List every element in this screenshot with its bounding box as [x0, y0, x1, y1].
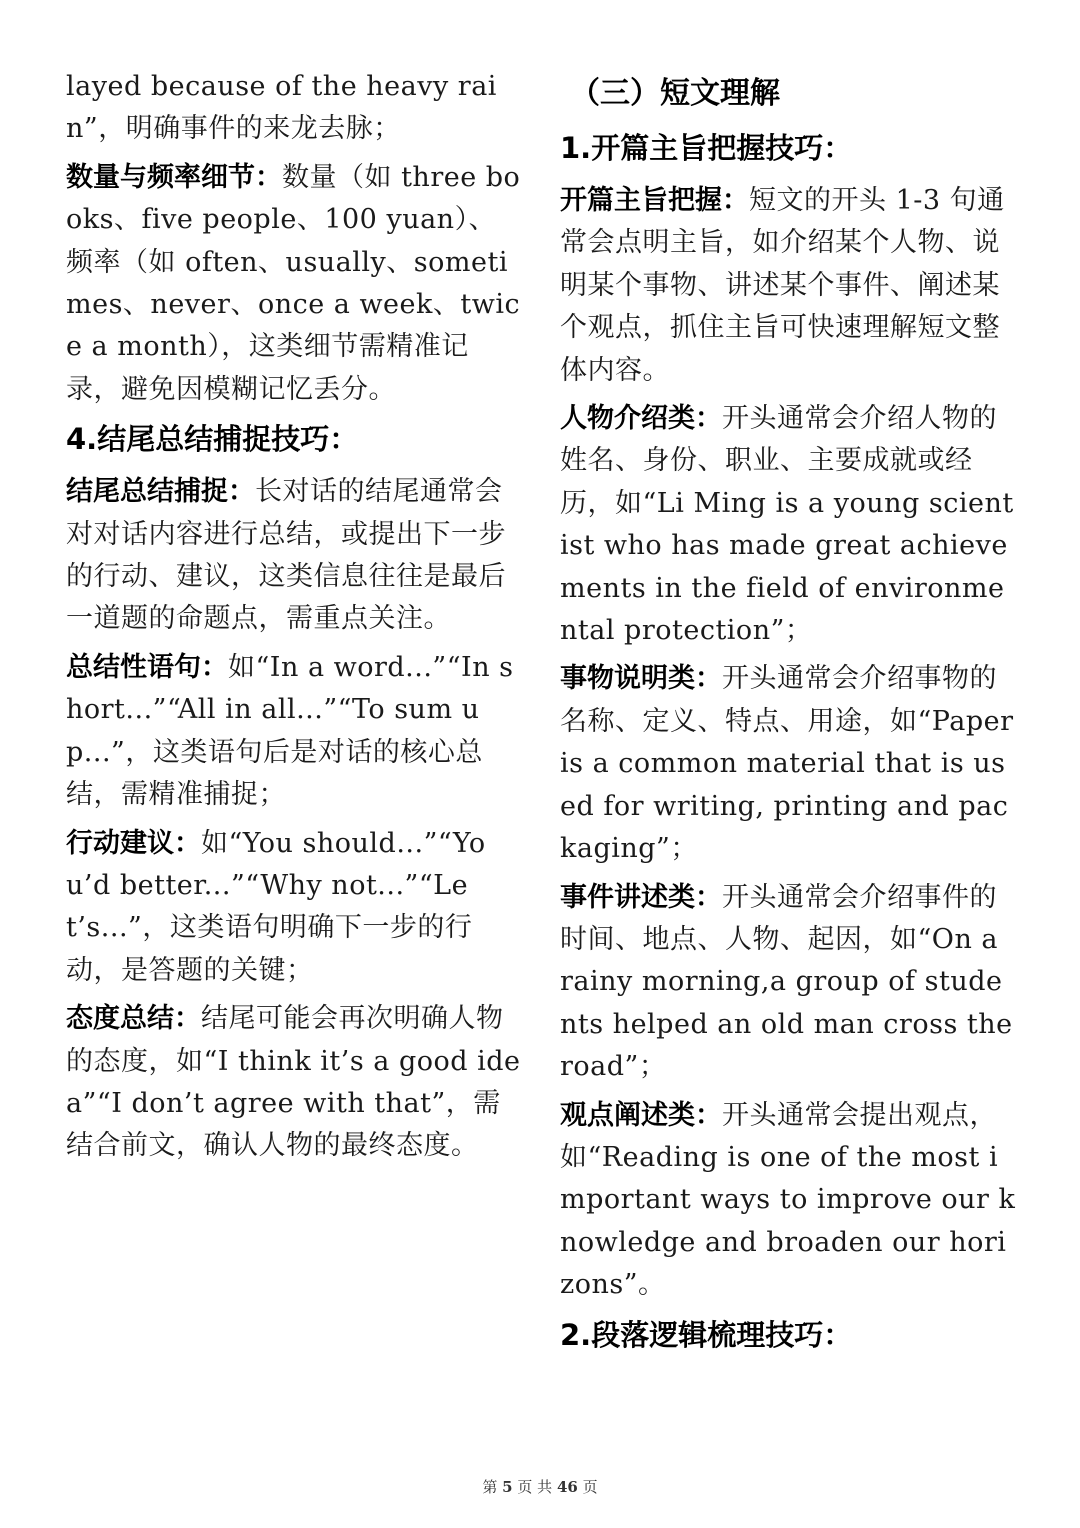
left-column: [66, 66, 522, 1174]
paragraph-lead: 事物说明类：: [560, 663, 722, 695]
paragraph-lead: 数量与频率细节：: [66, 161, 282, 193]
paragraph-thing-explanation: [560, 658, 1016, 870]
paragraph-lead: 开篇主旨把握：: [560, 185, 749, 216]
paragraph-text: 如“In a word...”“In short...”“All in all...”“To sum up...”，这类语句后是对话的核心总结，需精准捕捉；: [66, 651, 514, 811]
paragraph-quantity-frequency: [66, 157, 522, 411]
footer-total-pages: 46: [556, 1478, 578, 1496]
paragraph-text: 开头通常会介绍事物的名称、定义、特点、用途，如“Paper is a common material that is used for writing, printing and packaging”；: [560, 663, 1014, 865]
paragraph-ending-summary: [66, 471, 522, 641]
footer-suffix: 页: [582, 1478, 598, 1496]
heading-opening-theme-skill: 1.开篇主旨把握技巧：: [560, 131, 853, 165]
paragraph-summary-sentences: [66, 647, 522, 817]
paragraph-text: 如“You should...”“You’d better...”“Why not...”“Let’s...”，这类语句明确下一步的行动，是答题的关键；: [66, 827, 486, 986]
paragraph-text: 短文的开头 1-3 句通常会点明主旨，如介绍某个人物、说明某个事物、讲述某个事件、阐述某个观点，抓住主旨可快速理解短文整体内容。: [560, 185, 1005, 386]
section-heading-passage-comprehension: （三）短文理解: [570, 76, 780, 111]
paragraph-text: 数量（如 three books、five people、100 yuan）、频率（如 often、usually、sometimes、never、once a week、twice a month），这类细节需精准记录，避免因模糊记忆丢分。: [66, 161, 521, 405]
footer-prefix: 第: [482, 1478, 498, 1496]
paragraph-text: 长对话的结尾通常会对对话内容进行总结，或提出下一步的行动、建议，这类信息往往是最后一道题的命题点，需重点关注。: [66, 476, 506, 635]
paragraph-text: 开头通常会介绍人物的姓名、身份、职业、主要成就或经历，如“Li Ming is a young scientist who has made great achievements in the field of environmental protection”；: [560, 403, 1014, 647]
paragraph-lead: 总结性语句：: [66, 651, 228, 683]
paragraph-attitude-summary: [66, 998, 522, 1168]
paragraph-text: 结尾可能会再次明确人物的态度，如“I think it’s a good idea”“I don’t agree with that”，需结合前文，确认人物的最终态度。: [66, 1003, 521, 1162]
right-column: [560, 66, 1016, 1367]
page-footer: [0, 1476, 1080, 1497]
footer-mid: 页 共: [517, 1478, 553, 1496]
paragraph-lead: 观点阐述类：: [560, 1099, 722, 1131]
paragraph-lead: 事件讲述类：: [560, 881, 722, 913]
paragraph-person-intro: [560, 398, 1016, 652]
heading-ending-summary-skill: 4.结尾总结捕捉技巧：: [66, 422, 359, 457]
footer-page-number: 5: [502, 1478, 513, 1496]
paragraph-text: 开头通常会介绍事件的时间、地点、人物、起因，如“On a rainy morning,a group of students helped an old man cross the road”；: [560, 881, 1013, 1083]
paragraph-lead: 态度总结：: [66, 1003, 201, 1035]
paragraph-action-advice: [66, 823, 522, 993]
paragraph-lead: 行动建议：: [66, 827, 201, 859]
paragraph-text: 开头通常会提出观点，如“Reading is one of the most important ways to improve our knowledge and broaden our horizons”。: [560, 1099, 1016, 1301]
paragraph-lead: 结尾总结捕捉：: [66, 476, 255, 508]
paragraph-opinion-statement: [560, 1095, 1016, 1307]
heading-paragraph-logic-skill: 2.段落逻辑梳理技巧：: [560, 1317, 853, 1352]
paragraph-continued: layed because of the heavy rain”，明确事件的来龙去脉；: [66, 71, 497, 145]
paragraph-opening-theme: [560, 180, 1016, 392]
paragraph-event-narration: [560, 877, 1016, 1089]
paragraph-lead: 人物介绍类：: [560, 403, 722, 435]
